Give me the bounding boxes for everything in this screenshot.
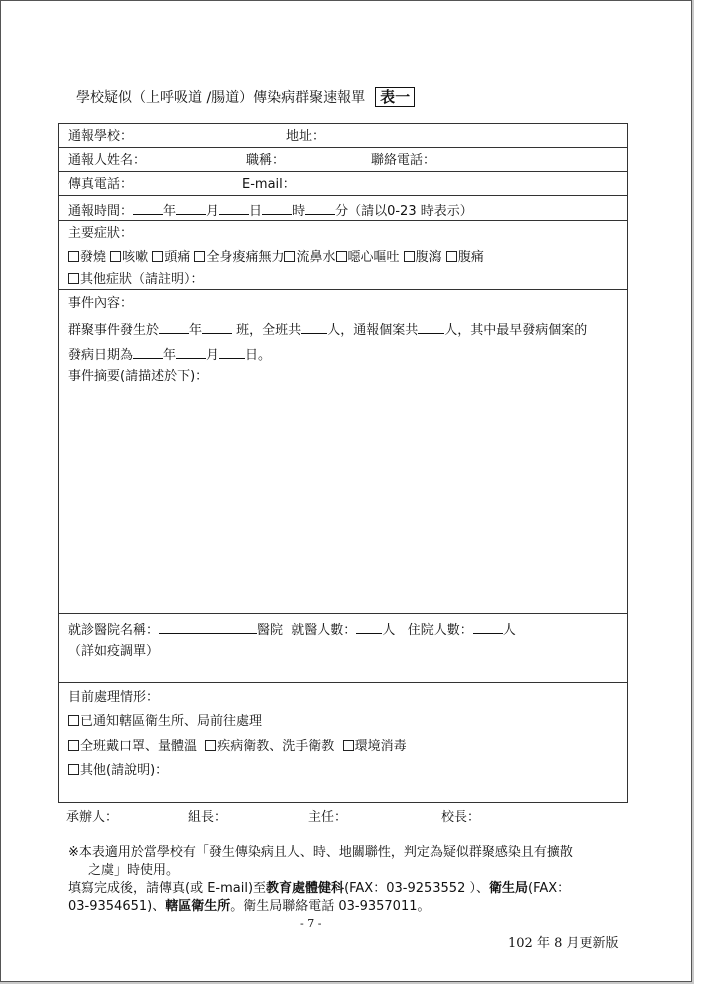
symptoms-label: 主要症狀： (68, 226, 134, 241)
checkbox[interactable] (404, 251, 415, 262)
symptom-other-label: 其他症狀（請註明）： (80, 272, 204, 287)
minute-label: 分 (335, 204, 349, 219)
form-title (76, 86, 415, 107)
checkbox[interactable] (152, 251, 163, 262)
symptom-abdominal-pain: 腹痛 (457, 250, 484, 265)
note-text: 填寫完成後，請傳真(或 E-mail)至 (68, 881, 267, 896)
hospital-detail: （詳如疫調單） (68, 644, 160, 659)
hospital-field[interactable] (159, 621, 257, 634)
note-bold: 教育處體健科 (266, 881, 345, 896)
fax-label: 傳真電話： (68, 177, 134, 192)
event-text: 人，通報個案共 (327, 323, 419, 338)
event-text: 日。 (245, 348, 272, 363)
event-line-2 (68, 346, 271, 364)
note-text: (FAX：03-9253552 ）、 (344, 881, 489, 896)
visits-label: 就醫人數： (291, 623, 357, 638)
note-bold: 轄區衛生所 (165, 899, 231, 914)
event-year-field[interactable] (159, 321, 189, 334)
symptom-body-ache: 全身痠痛無力 (206, 250, 285, 265)
hour-label: 時 (292, 204, 306, 219)
page-number: - 7 - (300, 917, 322, 930)
handling-text: 全班戴口罩、量體溫 (80, 739, 198, 754)
handling-item-3 (68, 763, 168, 779)
hospital-row (68, 621, 516, 639)
visits-field[interactable] (356, 621, 382, 634)
event-line-1 (68, 321, 587, 339)
onset-year-field[interactable] (133, 346, 163, 359)
note-text: 。衛生局聯絡電話 03-9357011。 (230, 899, 431, 914)
year-label: 年 (163, 204, 177, 219)
hour-field[interactable] (262, 202, 292, 215)
divider (59, 147, 627, 148)
case-count-field[interactable] (418, 321, 444, 334)
class-total-field[interactable] (301, 321, 327, 334)
event-text: 人，其中最早發病個案的 (444, 323, 588, 338)
symptom-headache: 頭痛 (164, 250, 191, 265)
checkbox[interactable] (68, 273, 79, 284)
school-label: 通報學校： (68, 129, 134, 144)
person-unit: 人 (382, 623, 396, 638)
handling-item-2 (68, 739, 407, 755)
symptom-other (68, 272, 204, 288)
symptom-runny-nose: 流鼻水 (296, 250, 336, 265)
checkbox[interactable] (343, 740, 354, 751)
sig-leader: 組長： (188, 810, 228, 825)
note-text: (FAX： (528, 881, 571, 896)
event-text: 班，全班共 (236, 323, 302, 338)
person-unit: 人 (502, 623, 516, 638)
class-field[interactable] (202, 321, 232, 334)
sig-director: 主任： (308, 810, 348, 825)
admit-field[interactable] (473, 621, 503, 634)
admit-label: 住院人數： (407, 623, 473, 638)
checkbox[interactable] (336, 251, 347, 262)
symptom-cough: 咳嗽 (122, 250, 149, 265)
day-field[interactable] (219, 202, 249, 215)
event-summary-label: 事件摘要(請描述於下)： (68, 369, 209, 384)
checkbox[interactable] (68, 251, 79, 262)
event-text: 群聚事件發生於 (68, 323, 160, 338)
hospital-label: 就診醫院名稱： (68, 623, 160, 638)
checkbox[interactable] (194, 251, 205, 262)
email-label: E-mail： (242, 177, 296, 192)
position-label: 職稱： (246, 153, 286, 168)
event-text: 年 (163, 348, 177, 363)
handling-text: 環境消毒 (354, 739, 407, 754)
handling-text: 已通知轄區衛生所、局前往處理 (80, 714, 263, 729)
year-field[interactable] (133, 202, 163, 215)
address-label: 地址： (286, 129, 326, 144)
checkbox[interactable] (68, 715, 79, 726)
month-label: 月 (206, 204, 220, 219)
note-line-4 (68, 898, 430, 916)
month-field[interactable] (176, 202, 206, 215)
checkbox[interactable] (68, 740, 79, 751)
phone-label: 聯絡電話： (371, 153, 437, 168)
version-note: 102 年 8 月更新版 (508, 936, 619, 951)
symptom-fever: 發燒 (80, 250, 107, 265)
time-label: 通報時間： (68, 204, 134, 219)
divider (59, 289, 627, 290)
divider (59, 195, 627, 196)
reporter-label: 通報人姓名： (68, 153, 147, 168)
handling-label: 目前處理情形： (68, 690, 160, 705)
title-text: 學校疑似（上呼吸道 /腸道）傳染病群聚速報單 (76, 90, 366, 106)
form-tag: 表一 (375, 87, 415, 107)
checkbox[interactable] (205, 740, 216, 751)
event-text: 月 (206, 348, 220, 363)
event-text: 發病日期為 (68, 348, 134, 363)
note-line-3 (68, 880, 570, 898)
checkbox[interactable] (284, 251, 295, 262)
checkbox[interactable] (446, 251, 457, 262)
divider (59, 682, 627, 683)
onset-month-field[interactable] (176, 346, 206, 359)
symptom-list (68, 250, 484, 266)
handling-text: 其他(請說明)： (80, 763, 169, 778)
onset-day-field[interactable] (219, 346, 245, 359)
event-label: 事件內容： (68, 296, 134, 311)
divider (59, 220, 627, 221)
sig-principal: 校長： (441, 810, 481, 825)
event-text: 年 (189, 323, 203, 338)
report-time-row (68, 202, 473, 220)
day-label: 日 (249, 204, 263, 219)
note-text: 03-9354651)、 (68, 899, 166, 914)
divider (59, 171, 627, 172)
checkbox[interactable] (110, 251, 121, 262)
symptom-diarrhea: 腹瀉 (415, 250, 442, 265)
handling-text: 疾病衛教、洗手衛教 (217, 739, 335, 754)
note-line-1: ※本表適用於當學校有「發生傳染病且人、時、地關聯性，判定為疑似群聚感染且有擴散 (68, 845, 573, 860)
checkbox[interactable] (68, 764, 79, 775)
note-line-2: 之虞」時使用。 (88, 863, 180, 878)
time-note: （請以0-23 時表示） (348, 204, 473, 219)
hospital-suffix: 醫院 (257, 623, 284, 638)
note-bold: 衛生局 (488, 881, 528, 896)
sig-handler: 承辦人： (66, 810, 119, 825)
divider (59, 613, 627, 614)
handling-item-1 (68, 714, 262, 730)
report-form (58, 123, 628, 803)
symptom-nausea: 噁心嘔吐 (347, 250, 400, 265)
minute-field[interactable] (305, 202, 335, 215)
